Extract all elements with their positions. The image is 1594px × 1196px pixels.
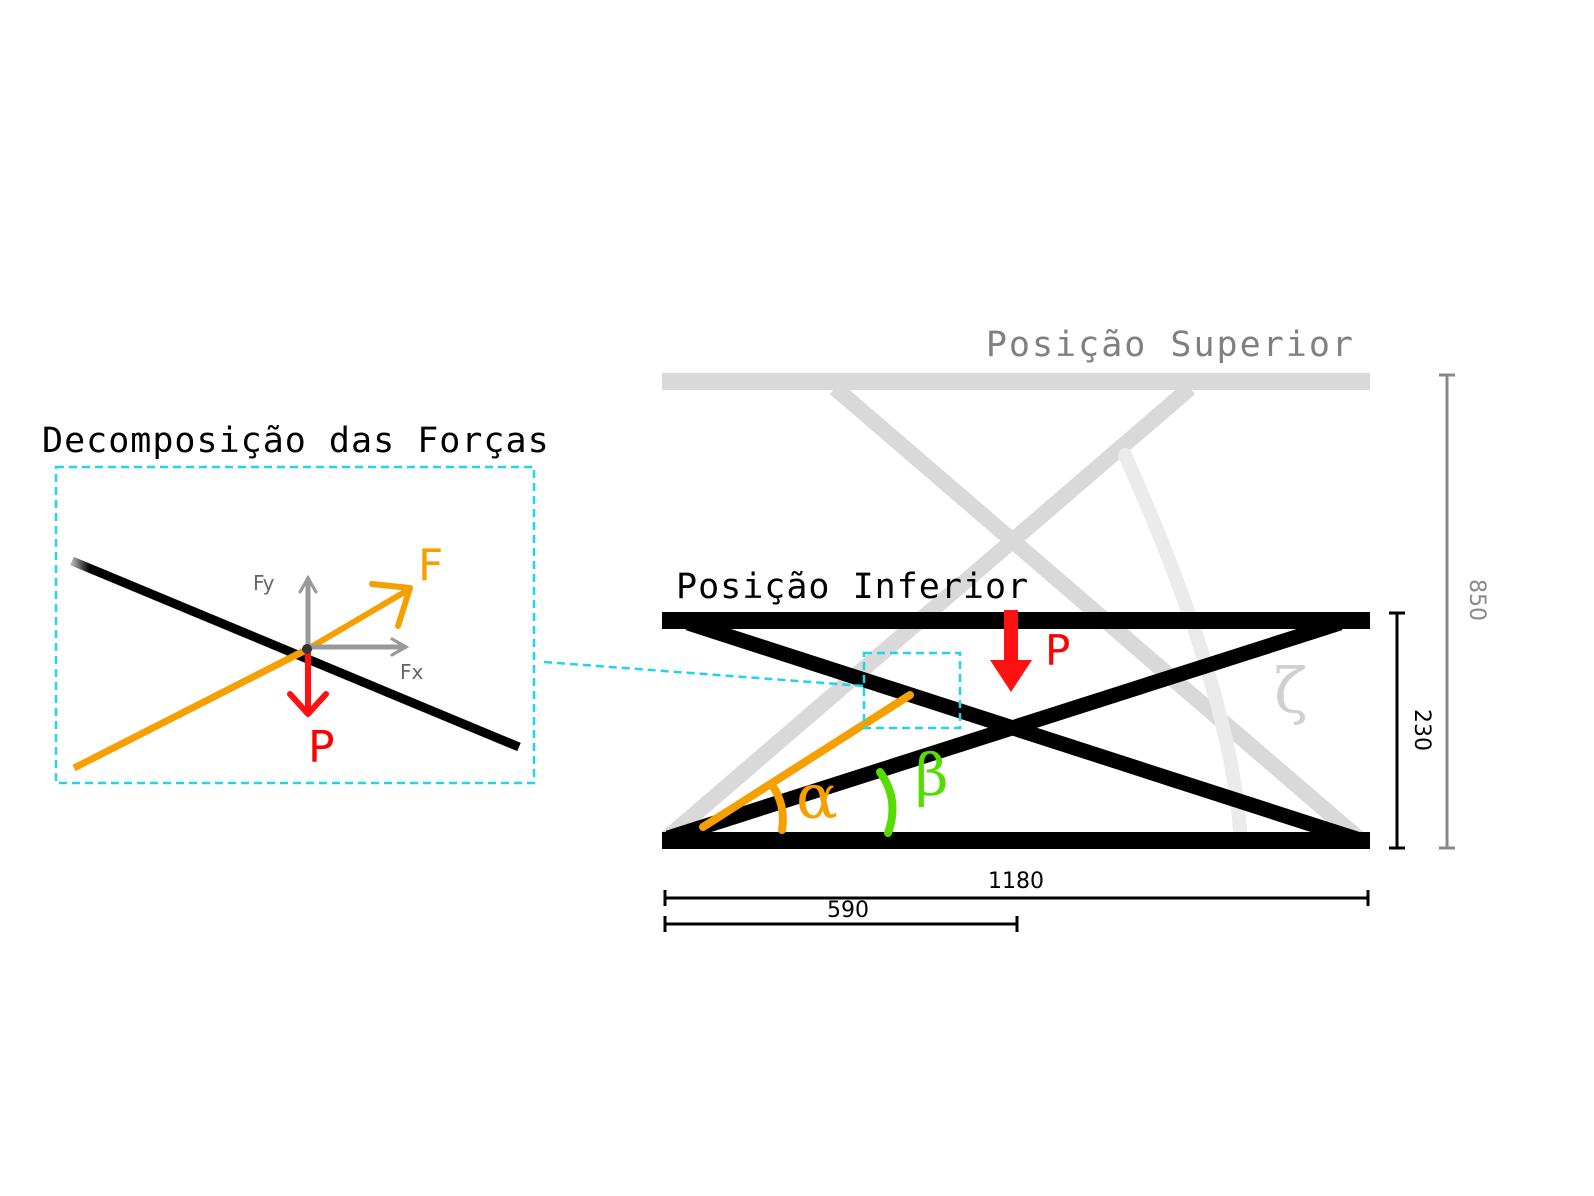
angle-alpha-label: α bbox=[796, 760, 838, 833]
load-P-label-detail: P bbox=[308, 722, 335, 773]
angle-beta-label: β bbox=[915, 741, 949, 809]
detail-frame bbox=[56, 467, 534, 783]
dimension-upper-height bbox=[1439, 375, 1455, 848]
detail-force-line bbox=[74, 650, 306, 768]
dimension-upper-height-label: 850 bbox=[1464, 579, 1489, 621]
angle-zeta-label: ζ bbox=[1274, 654, 1308, 727]
beta-arc bbox=[880, 772, 893, 833]
detail-pivot-point bbox=[302, 644, 312, 654]
force-F-label: F bbox=[418, 540, 444, 591]
force-Fy-label: Fy bbox=[253, 571, 275, 595]
force-decomposition-title: Decomposição das Forças bbox=[42, 421, 550, 461]
dimension-total-width-label: 1180 bbox=[988, 869, 1044, 894]
force-Fx-label: Fx bbox=[400, 660, 424, 684]
dimension-half-width-label: 590 bbox=[827, 898, 869, 923]
detail-content bbox=[72, 540, 519, 773]
dimension-lower-height-label: 230 bbox=[1409, 709, 1434, 751]
upper-top-bar bbox=[662, 373, 1370, 390]
dimension-lower-height bbox=[1389, 613, 1405, 848]
force-F-arrow bbox=[306, 590, 408, 650]
lower-bottom-bar bbox=[662, 832, 1370, 849]
load-label-main: P bbox=[1045, 626, 1071, 675]
upper-position-title: Posição Superior bbox=[985, 325, 1355, 365]
lower-position-title: Posição Inferior bbox=[676, 567, 1030, 607]
